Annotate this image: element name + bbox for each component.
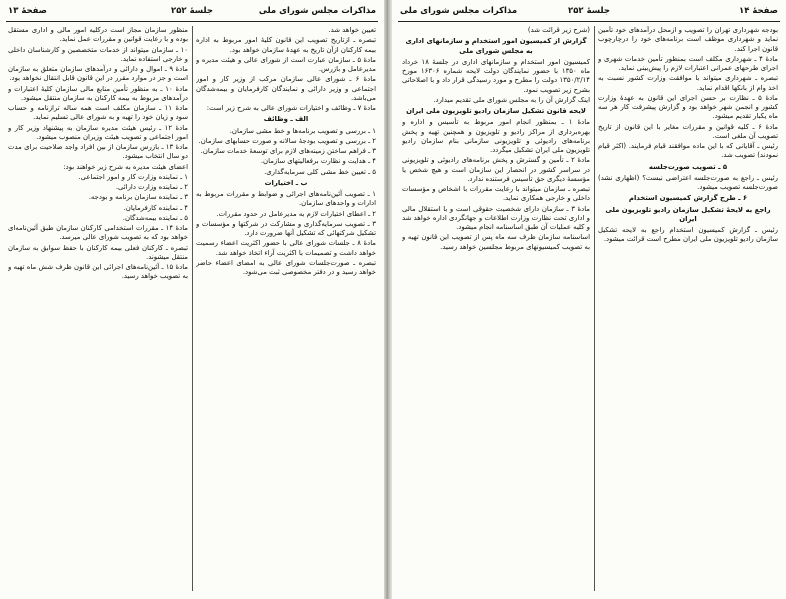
text-paragraph: ۵ ـ تعیین خط مشی کلی سرمایه‌گذاری. (264, 167, 376, 176)
text-paragraph: ۴ ـ نماینده کارفرمایان. (123, 203, 188, 212)
right-journal-title: مذاکرات مجلس شورای ملی (400, 6, 518, 16)
text-paragraph: منظور سازمان مجاز است درکلیه امور مالی و اداری مستقل بوده و با رعایت قوانین و مقررات عمل نماید. (8, 26, 188, 44)
article-paragraph: مادهٔ ۱۰ ـ به منظور تأمین منابع مالی سازمان کلیهٔ اعتبارات و درآمدهای مربوط به بیمه کارکنان به سازمان منتقل میشود. (8, 84, 188, 102)
text-paragraph: ۲ ـ اعطای اختیارات لازم به مدیرعامل در حدود مقررات. (216, 209, 376, 218)
article-paragraph: مادهٔ ۵ ـ نظارت بر حسن اجرای این قانون به عهدهٔ وزارت کشور و انجمن شهر خواهد بود و گزارش پیشرفت کار هر سه ماه یکبار تقدیم میشود. (598, 93, 778, 121)
section-heading: ۵ ـ تصویب صورت‌جلسه (648, 162, 728, 171)
article-paragraph: مادهٔ ۱۲ ـ رئیس هیئت مدیره سازمان به پیشنهاد وزیر کار و امور اجتماعی و تصویب هیئت وزیران منصوب میشود. (8, 123, 188, 141)
left-session-number: جلسهٔ ۲۵۲ (171, 6, 213, 16)
left-column-divider (192, 26, 193, 591)
left-header-rule (6, 21, 378, 22)
right-session-number: جلسهٔ ۲۵۲ (568, 6, 610, 16)
text-paragraph: ۲ ـ نماینده وزارت دارائی. (115, 183, 188, 191)
article-paragraph: تبصره ـ سازمان میتواند با رعایت مقررات با اشخاص و مؤسسات داخلی و خارجی همکاری نماید. (402, 185, 590, 203)
article-paragraph: مادهٔ ۹ ـ اموال و دارائی و درآمدهای سازمان متعلق به سازمان است و جز در موارد مقرر در این قانون قابل انتقال نخواهد بود. (8, 65, 188, 83)
text-paragraph: اساسنامه سازمان ظرف سه ماه پس از تصویب این قانون تهیه و به تصویب کمیسیونهای مربوط مجلسین خواهد رسید. (402, 233, 590, 251)
section-heading: لایحه قانون تشکیل سازمان رادیو تلویزیون ملی ایران (406, 107, 586, 115)
text-paragraph: اعضای هیئت مدیره به شرح زیر خواهند بود: (63, 162, 188, 171)
section-heading: ۶ ـ طرح گزارش کمیسیون استخدام (628, 194, 748, 203)
text-paragraph: تعیین خواهد شد. (328, 26, 376, 34)
left-page (0, 0, 384, 599)
right-page-number: صفحهٔ ۱۴ (739, 6, 778, 16)
right-page (392, 0, 786, 599)
section-heading: گزارش از کمیسیون امور استخدام و سازمانهای اداری به مجلس شورای ملی (405, 37, 587, 55)
article-paragraph: مادهٔ ۱۱ ـ سازمان مکلف است همه ساله ترازنامه و حساب سود و زیان خود را تهیه و به شورای عالی تسلیم نماید. (8, 104, 188, 122)
article-paragraph: مادهٔ ۴ ـ شهرداری مکلف است بمنظور تأمین خدمات شهری و اجرای طرحهای عمرانی اعتبارات لازم را پیش‌بینی نماید. (598, 54, 778, 72)
section-heading: راجع به لایحهٔ تشکیل سازمان رادیو تلویزیون ملی ایران (605, 205, 771, 223)
book-gutter (384, 0, 392, 599)
text-paragraph: ۳ ـ فراهم ساختن زمینه‌های لازم برای توسعهٔ خدمات سازمان. (200, 147, 376, 155)
article-paragraph: تبصره ـ کارکنان فعلی بیمه کارکنان با حفظ سوابق به سازمان منتقل میشوند. (8, 243, 188, 261)
right-header-rule (398, 21, 780, 22)
text-paragraph: ۱ ـ تصویب آئین‌نامه‌های اجرائی و ضوابط و مقررات مربوط به ادارات و واحدهای سازمان. (196, 190, 376, 208)
article-paragraph: رئیس ـ راجع به صورت‌جلسه اعتراضی نیست؟ (اظهاری نشد) صورت‌جلسه تصویب میشود. (598, 173, 778, 191)
text-paragraph: ۵ ـ نماینده بیمه‌شدگان. (122, 213, 188, 222)
article-paragraph: مادهٔ ۷ ـ وظائف و اختیارات شورای عالی به شرح زیر است: (206, 104, 376, 112)
article-paragraph: مادهٔ ۱۴ ـ مقررات استخدامی کارکنان سازمان طبق آئین‌نامه‌ای خواهد بود که به تصویب شورای عالی میرسد. (8, 224, 188, 242)
text-paragraph: ۱ ـ بررسی و تصویب برنامه‌ها و خط مشی سازمان. (229, 126, 376, 135)
left-page-number: صفحهٔ ۱۳ (8, 6, 47, 16)
article-paragraph: مادهٔ ۶ ـ شورای عالی سازمان مرکب از وزیر کار و امور اجتماعی و وزیر دارائی و نمایندگان کارفرمایان و بیمه‌شدگان می‌باشد. (196, 75, 376, 102)
text-paragraph: (شرح زیر قرائت شد) (527, 26, 590, 34)
text-paragraph: کمیسیون امور استخدام و سازمانهای اداری در جلسهٔ ۱۸ خرداد ماه ۱۳۵۰ با حضور نمایندگان دولت لایحه شماره ۱۶۳۰۶ مورخ ۱۳۵۰/۲/۱۴ دولت را مطرح و مورد رسیدگی قرار داد و با اصلاحاتی بشرح زیر تصویب نمود. (402, 57, 590, 94)
right-column-divider (594, 26, 595, 591)
section-heading: ب ـ اختیارات (264, 178, 308, 187)
section-heading: الف ـ وظائف (263, 115, 309, 124)
article-paragraph: مادهٔ ۵ ـ سازمان عبارت است از شورای عالی و هیئت مدیره و مدیرعامل و بازرس. (196, 55, 376, 73)
text-paragraph: ۱۰ ـ سازمان میتواند از خدمات متخصصین و کارشناسان داخلی و خارجی استفاده نماید. (8, 45, 188, 63)
article-paragraph: تبصره ـ ازتاریخ تصویب این قانون کلیهٔ امور مربوط به اداره بیمه کارکنان ازآن تاریخ به عهدهٔ سازمان خواهد بود. (196, 36, 376, 54)
article-paragraph: تبصره ـ صورت‌جلسات شورای عالی به امضای اعضاء حاضر خواهد رسید و در دفتر مخصوصی ثبت می‌شود. (196, 258, 376, 276)
article-paragraph: تبصره ـ شهرداری میتواند با موافقت وزارت کشور نسبت به اخذ وام از بانکها اقدام نماید. (598, 74, 778, 92)
article-paragraph: مادهٔ ۲ ـ تأمین و گسترش و پخش برنامه‌های رادیوئی و تلویزیونی در سراسر کشور در انحصار این سازمان است و هیچ شخص یا مؤسسهٔ دیگری حق تأسیس فرستنده ندارد. (402, 156, 590, 183)
left-page-header (8, 6, 376, 20)
right-page-left-column (402, 26, 590, 593)
left-page-right-column (196, 26, 376, 593)
left-journal-title: مذاکرات مجلس شورای ملی (258, 6, 376, 16)
article-paragraph: مادهٔ ۱۵ ـ آئین‌نامه‌های اجرائی این قانون ظرف شش ماه تهیه و به تصویب خواهد رسید. (8, 263, 188, 281)
left-page-left-column (8, 26, 188, 593)
article-paragraph: مادهٔ ۳ ـ سازمان دارای شخصیت حقوقی است و با استقلال مالی و اداری تحت نظارت وزارت اطلاعات و جهانگردی اداره خواهد شد و کلیه عملیات آن طبق اساسنامه انجام میشود. (402, 204, 590, 231)
text-paragraph: ۱ ـ نماینده وزارت کار و امور اجتماعی. (78, 172, 188, 181)
right-page-header (400, 6, 778, 20)
text-paragraph: ۴ ـ هدایت و نظارت برفعالیتهای سازمان. (260, 157, 376, 166)
article-paragraph: رئیس ـ آقایانی که با این ماده موافقند قیام فرمایند. (اکثر قیام نمودند) تصویب شد. (598, 142, 778, 160)
text-paragraph: ۳ ـ نماینده سازمان برنامه و بودجه. (88, 193, 188, 202)
text-paragraph: ۲ ـ بررسی و تصویب بودجهٔ سالانه و صورت حسابهای سازمان. (198, 136, 376, 145)
text-paragraph: بودجه شهرداری تهران را تصویب و ازمحل درآمدهای خود تأمین نماید و شهرداری موظف است برنامه‌های خود را درچارچوب قانون اجرا کند. (598, 26, 778, 53)
right-page-right-column (598, 26, 778, 593)
article-paragraph: مادهٔ ۱۳ ـ بازرس سازمان از بین افراد واجد صلاحیت برای مدت دو سال انتخاب میشود. (8, 143, 188, 161)
text-paragraph: اینک گزارش آن را به مجلس شورای ملی تقدیم میدارد. (433, 95, 590, 104)
article-paragraph: رئیس ـ گزارش کمیسیون استخدام راجع به لایحه تشکیل سازمان رادیو تلویزیون ملی ایران مطرح است قرائت میشود. (598, 226, 778, 244)
article-paragraph: مادهٔ ۸ ـ جلسات شورای عالی با حضور اکثریت اعضاء رسمیت خواهد داشت و تصمیمات با اکثریت آراء اتخاذ خواهد شد. (196, 239, 376, 257)
article-paragraph: مادهٔ ۱ ـ بمنظور انجام امور مربوط به تأسیس و اداره و بهره‌برداری از مراکز رادیو و تلویزیون و همچنین تهیه و پخش برنامه‌های رادیوئی و تلویزیونی سازمانی بنام سازمان رادیو تلویزیون ملی ایران تشکیل میگردد. (402, 118, 590, 154)
text-paragraph: ۳ ـ تصویب سرمایه‌گذاری و مشارکت در شرکتها و مؤسسات و تشکیل شرکتهائی که تشکیل آنها ضرورت دارد. (196, 219, 376, 237)
article-paragraph: مادهٔ ۶ ـ کلیه قوانین و مقررات مغایر با این قانون از تاریخ تصویب آن ملغی است. (598, 122, 778, 140)
